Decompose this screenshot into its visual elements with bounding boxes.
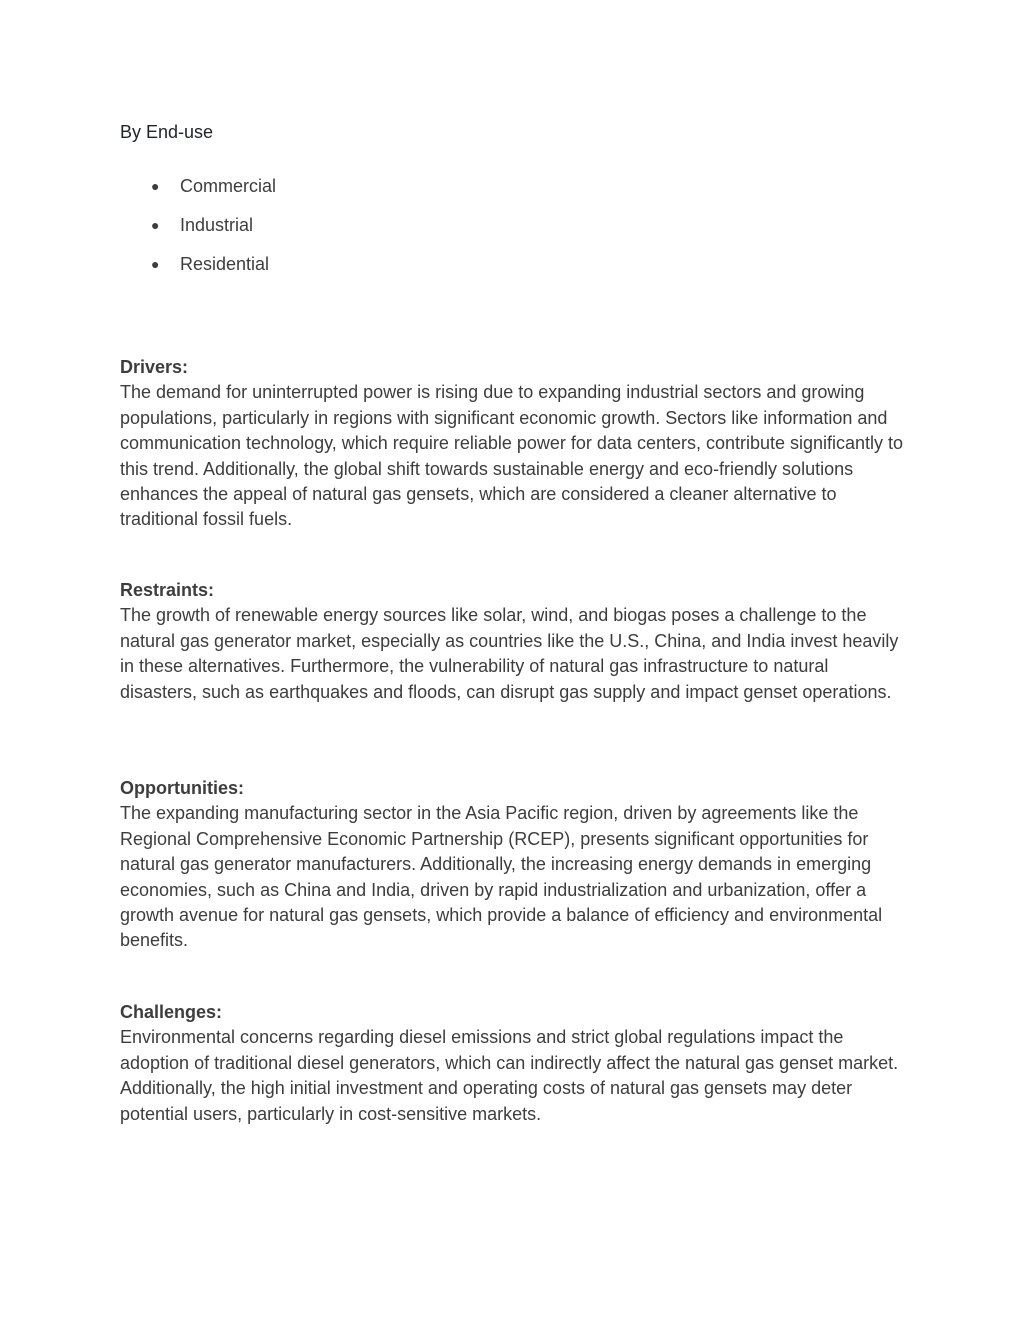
bullet-icon: ●: [151, 256, 160, 272]
opportunities-section: [120, 776, 910, 954]
list-item-label: Commercial: [180, 176, 277, 196]
opportunities-title: Opportunities:: [120, 778, 244, 798]
bullet-icon: ●: [151, 178, 160, 194]
opportunities-paragraph: The expanding manufacturing sector in the Asia Pacific region, driven by agreements like the Regional Comprehensive Economic Partnership (RCEP), presents significant opportunities for natural gas generator manufacturers. Additionally, the increasing energy demands in emerging economies, such as China and India, driven by rapid industrialization and urbanization, offer a growth avenue for natural gas gensets, which provide a balance of efficiency and environmental benefits.: [120, 803, 883, 951]
list-item-label: Residential: [180, 254, 270, 274]
restraints-section: [120, 578, 910, 705]
drivers-paragraph: The demand for uninterrupted power is rising due to expanding industrial sectors and growing populations, particularly in regions with significant economic growth. Sectors like information and communication technology, which require reliable power for data centers, contribute significantly to this trend. Additionally, the global shift towards sustainable energy and eco-friendly solutions enhances the appeal of natural gas gensets, which are considered a cleaner alternative to traditional fossil fuels.: [120, 382, 904, 530]
drivers-section: [120, 355, 910, 533]
bullet-icon: ●: [151, 217, 160, 233]
challenges-section: [120, 1000, 910, 1127]
end-use-heading: By End-use: [120, 122, 214, 142]
drivers-title: Drivers:: [120, 357, 189, 377]
list-item-label: Industrial: [180, 215, 254, 235]
restraints-title: Restraints:: [120, 580, 215, 600]
challenges-paragraph: Environmental concerns regarding diesel emissions and strict global regulations impact the adoption of traditional diesel generators, which can indirectly affect the natural gas genset market. Additionally, the high initial investment and operating costs of natural gas gensets may deter potential users, particularly in cost-sensitive markets.: [120, 1027, 899, 1124]
challenges-title: Challenges:: [120, 1002, 223, 1022]
restraints-paragraph: The growth of renewable energy sources like solar, wind, and biogas poses a challenge to the natural gas generator market, especially as countries like the U.S., China, and India invest heavily in these alternatives. Furthermore, the vulnerability of natural gas infrastructure to natural disasters, such as earthquakes and floods, can disrupt gas supply and impact genset operations.: [120, 605, 899, 702]
